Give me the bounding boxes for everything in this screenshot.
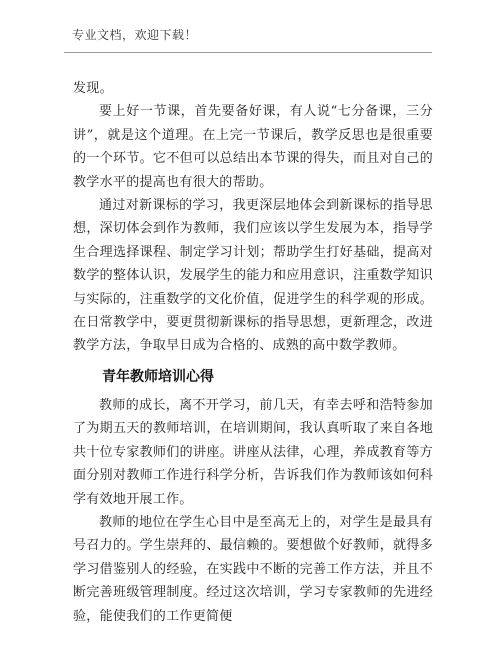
header-divider (64, 52, 432, 53)
paragraph: 教师的地位在学生心目中是至高无上的，对学生是最具有号召力的。学生崇拜的、最信赖的。要想做个好教师，就得多学习借鉴别人的经验，在实践中不断的完善工作方法，并且不断完善班级管理制度。经过这次培训，学习专家教师的先进经验，能使我们的工作更简便 (73, 514, 433, 624)
paragraph: 要上好一节课，首先要备好课，有人说“七分备课，三分讲”，就是这个道理。在上完一节课后，教学反思也是很重要的一个环节。它不但可以总结出本节课的得失，而且对自己的教学水平的提高也有很大的帮助。 (73, 104, 433, 190)
header-text: 专业文档，欢迎下载！ (72, 28, 198, 42)
document-body (73, 77, 433, 628)
paragraph: 发现。 (73, 81, 113, 96)
section-heading: 青年教师培训心得 (102, 368, 214, 385)
paragraph: 通过对新课标的学习，我更深层地体会到新课标的指导思想，深切体会到作为教师，我们应该以学生发展为本，指导学生合理选择课程、制定学习计划；帮助学生打好基础，提高对数学的整体认识，发展学生的能力和应用意识，注重数学知识与实际的，注重数学的文化价值，促进学生的科学观的形成。在日常教学中，要更贯彻新课标的指导思想，更新理念，改进教学方法，争取早日成为合格的、成熟的高中数学教师。 (73, 198, 433, 354)
paragraph: 教师的成长，离不开学习，前几天，有幸去呼和浩特参加了为期五天的教师培训，在培训期间，我认真听取了来自各地共十位专家教师们的讲座。讲座从法律，心理，养成教育等方面分别对教师工作进行科学分析，告诉我们作为教师该如何科学有效地开展工作。 (73, 397, 433, 507)
